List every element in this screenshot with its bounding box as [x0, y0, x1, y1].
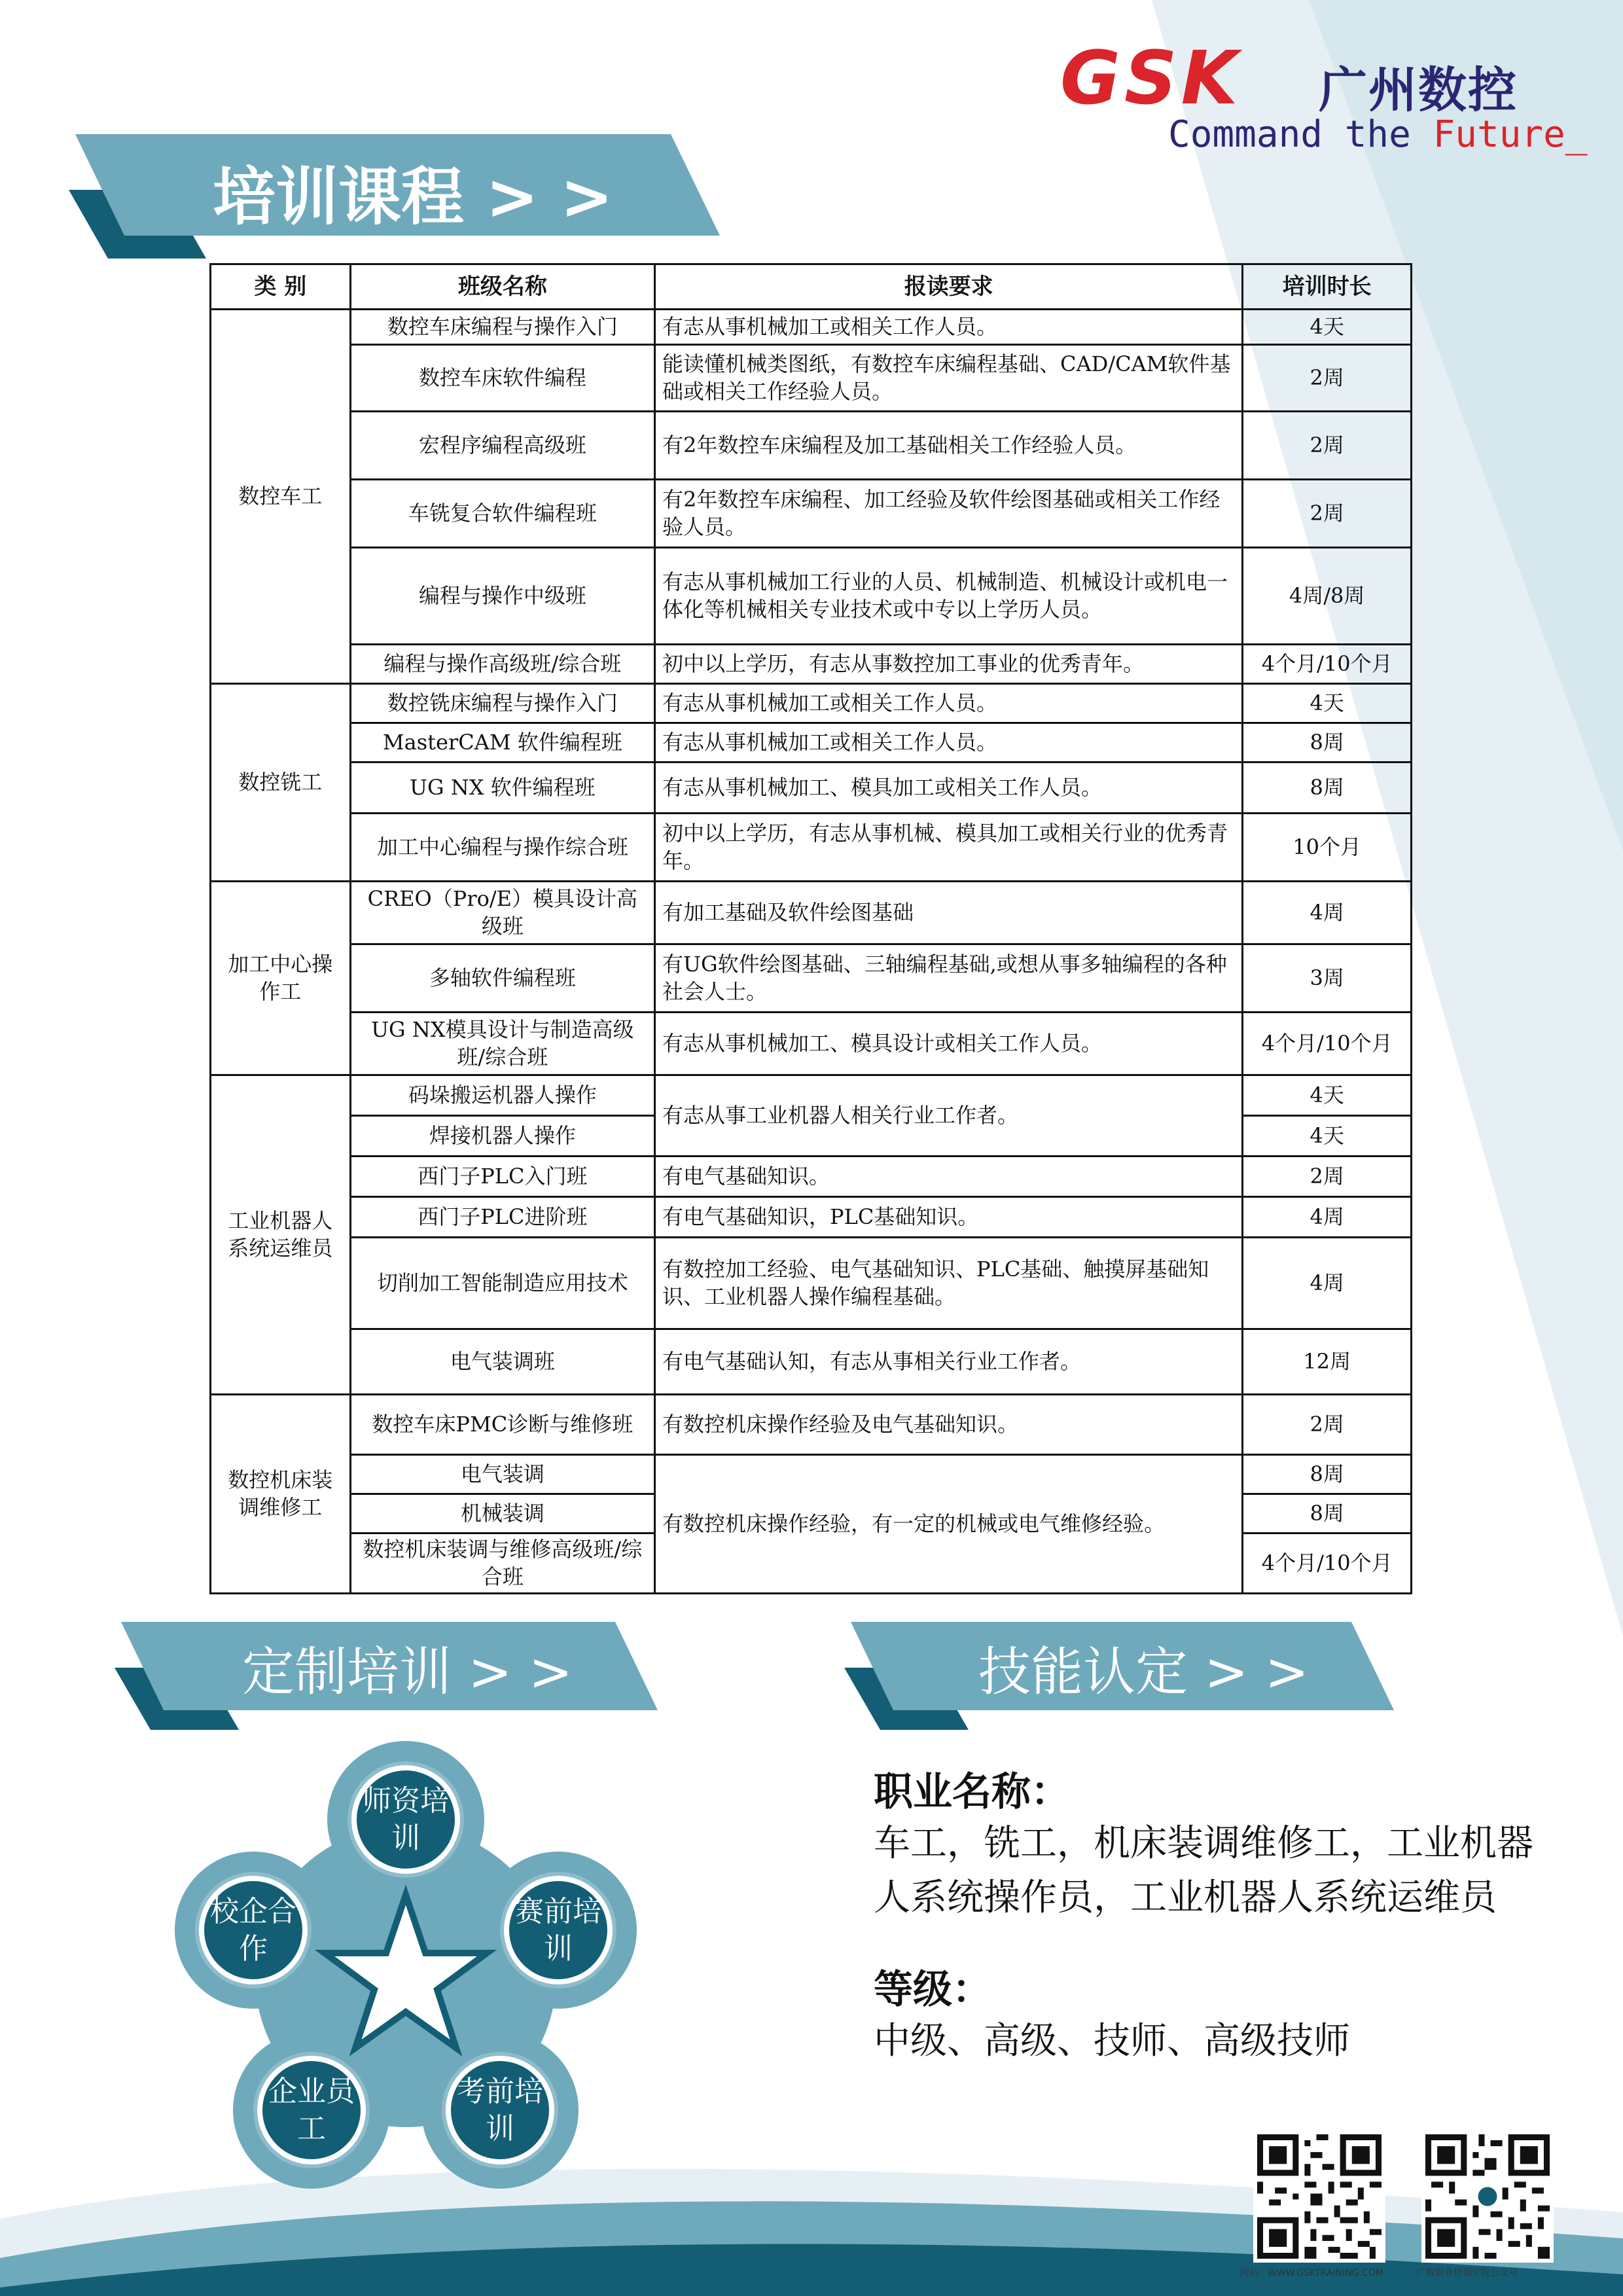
class-cell: 数控车床PMC诊断与维修班 [350, 1395, 654, 1455]
table-row [211, 882, 1412, 944]
requirement-cell: 有2年数控车床编程及加工基础相关工作经验人员。 [655, 412, 1243, 480]
requirement-cell: 有电气基础知识。 [655, 1157, 1243, 1197]
table-row [211, 1075, 1412, 1116]
duration-cell: 4个月/10个月 [1243, 645, 1412, 684]
table-row [211, 944, 1412, 1013]
duration-cell: 4周/8周 [1243, 548, 1412, 645]
duration-cell: 4天 [1243, 310, 1412, 345]
table-row [211, 548, 1412, 645]
table-row [211, 1197, 1412, 1238]
table-row [211, 1157, 1412, 1197]
requirement-cell: 有志从事机械加工行业的人员、机械制造、机械设计或机电一体化等机械相关专业技术或中专以上学历人员。 [655, 548, 1243, 645]
duration-cell: 4个月/10个月 [1243, 1534, 1412, 1594]
table-row [211, 723, 1412, 762]
class-cell: 码垛搬运机器人操作 [350, 1075, 654, 1116]
duration-cell: 12周 [1243, 1329, 1412, 1395]
class-cell: CREO（Pro/E）模具设计高级班 [350, 882, 654, 944]
class-cell: 切削加工智能制造应用技术 [350, 1238, 654, 1329]
class-cell: 电气装调 [350, 1455, 654, 1494]
table-row [211, 684, 1412, 723]
category-cell: 数控铣工 [211, 684, 351, 882]
class-cell: 数控车床软件编程 [350, 345, 654, 412]
qr-center-logo [1478, 2187, 1497, 2206]
table-row [211, 1238, 1412, 1329]
class-cell: 编程与操作高级班/综合班 [350, 645, 654, 684]
duration-cell: 2周 [1243, 480, 1412, 548]
node-pre-exam-training: 考前培训 [446, 2056, 554, 2164]
class-cell: 编程与操作中级班 [350, 548, 654, 645]
table-row [211, 645, 1412, 684]
class-cell: 宏程序编程高级班 [350, 412, 654, 480]
requirement-cell: 有数控加工经验、电气基础知识、PLC基础、触摸屏基础知识、工业机器人操作编程基础。 [655, 1238, 1243, 1329]
requirement-cell: 有电气基础认知，有志从事相关行业工作者。 [655, 1329, 1243, 1395]
table-row [211, 762, 1412, 814]
header-requirement: 报读要求 [655, 264, 1243, 310]
duration-cell: 10个月 [1243, 814, 1412, 882]
duration-cell: 4天 [1243, 1075, 1412, 1116]
skill-certification-content [874, 1761, 1561, 2069]
class-cell: 焊接机器人操作 [350, 1116, 654, 1157]
class-cell: 电气装调班 [350, 1329, 654, 1395]
requirement-cell: 有志从事机械加工或相关工作人员。 [655, 723, 1243, 762]
requirement-cell: 有志从事机械加工或相关工作人员。 [655, 310, 1243, 345]
table-row [211, 1455, 1412, 1494]
level-heading: 等级： [874, 1966, 991, 2013]
class-cell: 数控车床编程与操作入门 [350, 310, 654, 345]
class-cell: 多轴软件编程班 [350, 944, 654, 1013]
requirement-cell: 初中以上学历，有志从事数控加工事业的优秀青年。 [655, 645, 1243, 684]
table-row [211, 412, 1412, 480]
node-teacher-training: 师资培训 [351, 1765, 460, 1874]
class-cell: 机械装调 [350, 1494, 654, 1534]
custom-training-title: 定制培训 > > [242, 1641, 573, 1702]
duration-cell: 2周 [1243, 1157, 1412, 1197]
requirement-cell: 有2年数控车床编程、加工经验及软件绘图基础或相关工作经验人员。 [655, 480, 1243, 548]
wechat-qr-code[interactable] [1421, 2130, 1554, 2263]
class-cell: 数控机床装调与维修高级班/综合班 [350, 1534, 654, 1594]
logo-slogan: Command the Future_ [1168, 113, 1588, 156]
node-school-enterprise-cooperation: 校企合作 [199, 1876, 308, 1984]
wechat-caption: 广数职业培训学院公众号 [1417, 2268, 1518, 2278]
class-cell: UG NX模具设计与制造高级班/综合班 [350, 1013, 654, 1075]
category-cell: 工业机器人系统运维员 [211, 1075, 351, 1395]
requirement-cell: 有志从事机械加工或相关工作人员。 [655, 684, 1243, 723]
duration-cell: 4天 [1243, 684, 1412, 723]
requirement-cell: 有电气基础知识，PLC基础知识。 [655, 1197, 1243, 1238]
class-cell: 西门子PLC入门班 [350, 1157, 654, 1197]
requirement-cell: 有志从事工业机器人相关行业工作者。 [655, 1075, 1243, 1157]
header-duration: 培训时长 [1243, 264, 1412, 310]
custom-training-diagram [164, 1734, 661, 2193]
category-cell: 加工中心操作工 [211, 882, 351, 1075]
website-qr-code[interactable] [1253, 2130, 1385, 2263]
header-category: 类 别 [211, 264, 351, 310]
website-caption: 网站：WWW.GSKTRAINING.COM [1240, 2268, 1383, 2278]
node-enterprise-staff: 企业员工 [257, 2056, 366, 2164]
class-cell: 西门子PLC进阶班 [350, 1197, 654, 1238]
table-row [211, 1013, 1412, 1075]
duration-cell: 8周 [1243, 762, 1412, 814]
class-cell: MasterCAM 软件编程班 [350, 723, 654, 762]
category-cell: 数控机床装调维修工 [211, 1395, 351, 1594]
requirement-cell: 有加工基础及软件绘图基础 [655, 882, 1243, 944]
duration-cell: 4天 [1243, 1116, 1412, 1157]
courses-banner [69, 134, 723, 259]
requirement-cell: 有UG软件绘图基础、三轴编程基础,或想从事多轴编程的各种社会人士。 [655, 944, 1243, 1013]
class-cell: 车铣复合软件编程班 [350, 480, 654, 548]
job-title-list: 车工，铣工，机床装调维修工，工业机器人系统操作员，工业机器人系统运维员 [874, 1822, 1533, 1919]
skill-certification-title: 技能认定 > > [978, 1641, 1309, 1702]
table-row [211, 310, 1412, 345]
table-row [211, 345, 1412, 412]
level-list: 中级、高级、技师、高级技师 [874, 2019, 1350, 2062]
duration-cell: 4周 [1243, 882, 1412, 944]
duration-cell: 8周 [1243, 1455, 1412, 1494]
courses-title: 培训课程 > > [213, 160, 613, 234]
duration-cell: 2周 [1243, 345, 1412, 412]
table-row [211, 814, 1412, 882]
logo-chinese-name: 广州数控 [1319, 62, 1518, 118]
logo-letters: GSK [1060, 36, 1242, 121]
requirement-cell: 初中以上学历，有志从事机械、模具加工或相关行业的优秀青年。 [655, 814, 1243, 882]
header-class: 班级名称 [350, 264, 654, 310]
requirement-cell: 有志从事机械加工、模具加工或相关工作人员。 [655, 762, 1243, 814]
requirement-cell: 有志从事机械加工、模具设计或相关工作人员。 [655, 1013, 1243, 1075]
duration-cell: 4周 [1243, 1197, 1412, 1238]
requirement-cell: 有数控机床操作经验及电气基础知识。 [655, 1395, 1243, 1455]
requirement-cell: 有数控机床操作经验，有一定的机械或电气维修经验。 [655, 1455, 1243, 1594]
class-cell: 数控铣床编程与操作入门 [350, 684, 654, 723]
duration-cell: 4周 [1243, 1238, 1412, 1329]
node-pre-competition-training: 赛前培训 [504, 1876, 613, 1984]
duration-cell: 4个月/10个月 [1243, 1013, 1412, 1075]
job-title-heading: 职业名称： [874, 1769, 1070, 1815]
table-row [211, 1329, 1412, 1395]
custom-training-banner [115, 1622, 658, 1730]
duration-cell: 3周 [1243, 944, 1412, 1013]
gsk-logo [1060, 36, 1597, 167]
duration-cell: 8周 [1243, 1494, 1412, 1534]
duration-cell: 8周 [1243, 723, 1412, 762]
class-cell: 加工中心编程与操作综合班 [350, 814, 654, 882]
category-cell: 数控车工 [211, 310, 351, 684]
table-row [211, 480, 1412, 548]
requirement-cell: 能读懂机械类图纸，有数控车床编程基础、CAD/CAM软件基础或相关工作经验人员。 [655, 345, 1243, 412]
table-header-row [211, 264, 1412, 310]
course-table [209, 263, 1412, 1594]
duration-cell: 2周 [1243, 1395, 1412, 1455]
duration-cell: 2周 [1243, 412, 1412, 480]
table-row [211, 1395, 1412, 1455]
class-cell: UG NX 软件编程班 [350, 762, 654, 814]
skill-certification-banner [844, 1622, 1394, 1730]
